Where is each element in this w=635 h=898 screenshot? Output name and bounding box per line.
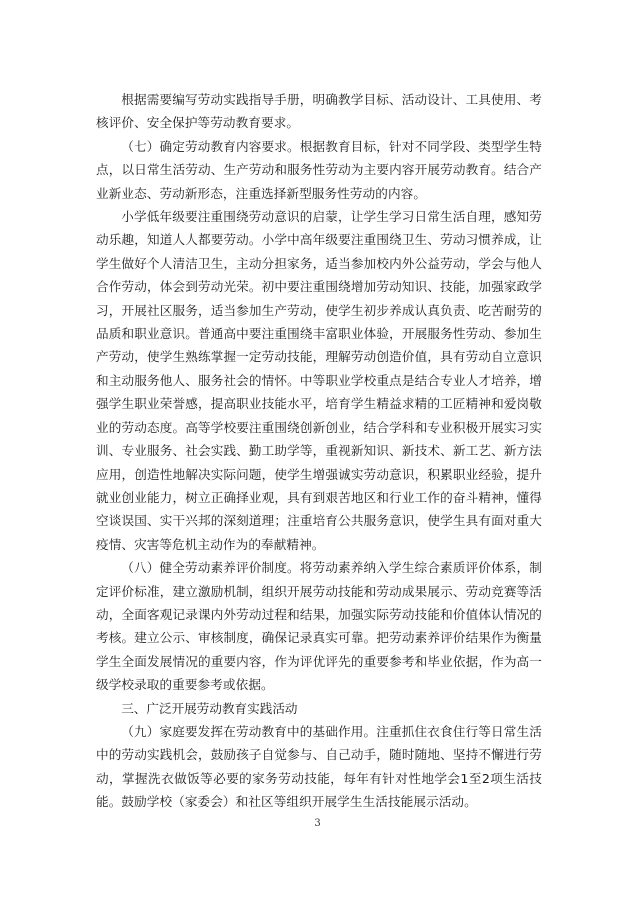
paragraph-section-9: （九）家庭要发挥在劳动教育中的基础作用。注重抓住衣食住行等日常生活中的劳动实践机会，鼓励孩子自觉参与、自己动手，随时随地、坚持不懈进行劳动，掌握洗衣做饭等必要的家务劳动技能，每年有针对性地学会1至2项生活技能。鼓励学校（家委会）和社区等组织开展学生生活技能展示活动。 [96,723,542,810]
paragraph-continuation: 根据需要编写劳动实践指导手册，明确教学目标、活动设计、工具使用、考核评价、安全保护等劳动教育要求。 [96,92,542,131]
page-number: 3 [314,818,321,829]
page-body [96,88,542,814]
paragraph-section-8: （八）健全劳动素养评价制度。将劳动素养纳入学生综合素质评价体系，制定评价标准，建立激励机制，组织开展劳动技能和劳动成果展示、劳动竞赛等活动，全面客观记录课内外劳动过程和结果，加强实际劳动技能和价值体认情况的考核。建立公示、审核制度，确保记录真实可靠。把劳动素养评价结果作为衡量学生全面发展情况的重要内容，作为评优评先的重要参考和毕业依据，作为高一级学校录取的重要参考或依据。 [96,560,542,693]
paragraph-section-7: （七）确定劳动教育内容要求。根据教育目标，针对不同学段、类型学生特点，以日常生活劳动、生产劳动和服务性劳动为主要内容开展劳动教育。结合产业新业态、劳动新形态，注重选择新型服务性劳动的内容。 [96,138,542,201]
paragraph-stage-requirements: 小学低年级要注重围绕劳动意识的启蒙，让学生学习日常生活自理，感知劳动乐趣，知道人人都要劳动。小学中高年级要注重围绕卫生、劳动习惯养成，让学生做好个人清洁卫生，主动分担家务，适当参加校内外公益劳动，学会与他人合作劳动，体会到劳动光荣。初中要注重围绕增加劳动知识、技能，加强家政学习，开展社区服务，适当参加生产劳动，使学生初步养成认真负责、吃苦耐劳的品质和职业意识。普通高中要注重围绕丰富职业体验，开展服务性劳动、参加生产劳动，使学生熟练掌握一定劳动技能，理解劳动创造价值，具有劳动自立意识和主动服务他人、服务社会的情怀。中等职业学校重点是结合专业人才培养，增强学生职业荣誉感，提高职业技能水平，培育学生精益求精的工匠精神和爱岗敬业的劳动态度。高等学校要注重围绕创新创业，结合学科和专业积极开展实习实训、专业服务、社会实践、勤工助学等，重视新知识、新技术、新工艺、新方法应用，创造性地解决实际问题，使学生增强诚实劳动意识，积累职业经验，提升就业创业能力，树立正确择业观，具有到艰苦地区和行业工作的奋斗精神，懂得空谈误国、实干兴邦的深刻道理；注重培育公共服务意识，使学生具有面对重大疫情、灾害等危机主动作为的奉献精神。 [96,209,542,552]
section-heading-3: 三、广泛开展劳动教育实践活动 [121,700,298,716]
